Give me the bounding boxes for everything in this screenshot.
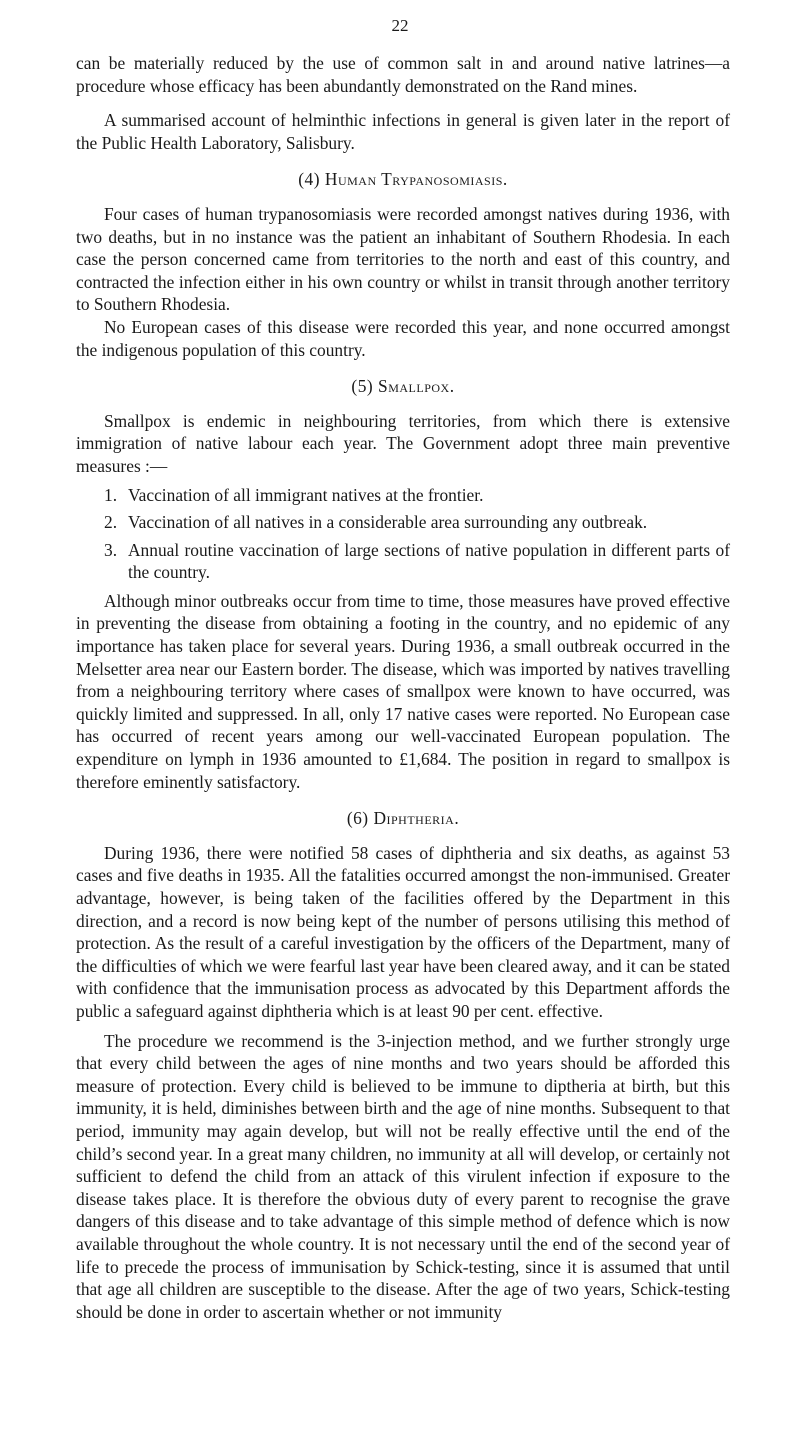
diphtheria-paragraph-2: The procedure we recommend is the 3-injection method, and we further strongly urge that every child between the ages of nine months and two years should be afforded this measure of protection. Every child is believed to be immune to diptheria at birth, but this immunity, it is held, diminishes between birth and the age of nine months. Subsequent to that period, immunity may again develop, but will not be really effective until the end of the child’s second year. In a great many children, no immunity at all will develop, or certainly not sufficient to defend the child from an attack of this virulent infection if exposure to the disease takes place. It is therefore the obvious duty of every parent to recognise the grave dangers of this disease and to take advantage of this simple method of defence which is now available throughout the whole country. It is not necessary until the end of the second year of life to precede the process of immunisation by Schick-testing, since it is assumed that until that age all children are susceptible to the disease. After the age of two years, Schick-testing should be done in order to ascertain whether or not immunity <box>76 1030 730 1322</box>
heading-trypanosomiasis: (4) Human Trypanosomiasis. <box>298 169 508 190</box>
heading-smallpox: (5) Smallpox. <box>351 376 455 397</box>
list-item <box>76 511 730 534</box>
list-item-text: Vaccination of all natives in a considerable area surrounding any outbreak. <box>128 512 648 533</box>
list-item-text: Annual routine vaccination of large sections of native population in different parts of the country. <box>128 539 730 583</box>
intro-paragraph-continued: can be materially reduced by the use of common salt in and around native latrines—a procedure whose efficacy has been abundantly demonstrated on the Rand mines. <box>76 53 730 96</box>
smallpox-measures-list <box>76 484 730 584</box>
list-item-number: 1. <box>104 484 118 505</box>
page-number: 22 <box>391 16 409 35</box>
trypanosomiasis-paragraph-2: No European cases of this disease were recorded this year, and none occurred amongst the indigenous population of this country. <box>76 316 730 360</box>
trypanosomiasis-paragraph-1: Four cases of human trypanosomiasis were recorded amongst natives during 1936, with two deaths, but in no instance was the patient an inhabitant of Southern Rhodesia. In each case the person concerned came from territories to the north and east of this country, and contracted the infection either in his own country or whilst in transit through another territory to Southern Rhodesia. <box>76 203 730 315</box>
list-item-number: 3. <box>104 539 118 560</box>
list-item <box>76 484 730 507</box>
intro-paragraph-helminthic: A summarised account of helminthic infections in general is given later in the report of the Public Health Laboratory, Salisbury. <box>76 110 730 153</box>
diphtheria-paragraph-1: During 1936, there were notified 58 cases of diphtheria and six deaths, as against 53 cases and five deaths in 1935. All the fatalities occurred amongst the non-immunised. Greater advantage, however, is being taken of the facilities offered by the Department in this direction, and a record is now being kept of the number of persons utilising this method of protection. As the result of a careful investigation by the officers of the Department, many of the difficulties of which we were fearful last year have been cleared away, and it can be stated with confidence that the immunisation process as advocated by this Department affords the public a safeguard against diphtheria which is at least 90 per cent. effective. <box>76 842 730 1021</box>
heading-diphtheria: (6) Diphtheria. <box>346 808 460 829</box>
list-item-number: 2. <box>104 512 118 533</box>
smallpox-paragraph-2: Although minor outbreaks occur from time to time, those measures have proved effective in preventing the disease from obtaining a footing in the country, and no epidemic of any importance has taken place for several years. During 1936, a small outbreak occurred in the Melsetter area near our Eastern border. The disease, which was imported by natives travelling from a neighbouring territory where cases of smallpox were known to have occurred, was quickly limited and suppressed. In all, only 17 native cases were reported. No European case has occurred of recent years among our well-vaccinated European population. The expenditure on lymph in 1936 amounted to £1,684. The position in regard to smallpox is therefore eminently satisfactory. <box>76 590 730 792</box>
smallpox-paragraph-1: Smallpox is endemic in neighbouring territories, from which there is extensive immigration of native labour each year. The Government adopt three main preventive measures :— <box>76 410 730 476</box>
list-item <box>76 539 730 584</box>
list-item-text: Vaccination of all immigrant natives at the frontier. <box>128 484 484 505</box>
